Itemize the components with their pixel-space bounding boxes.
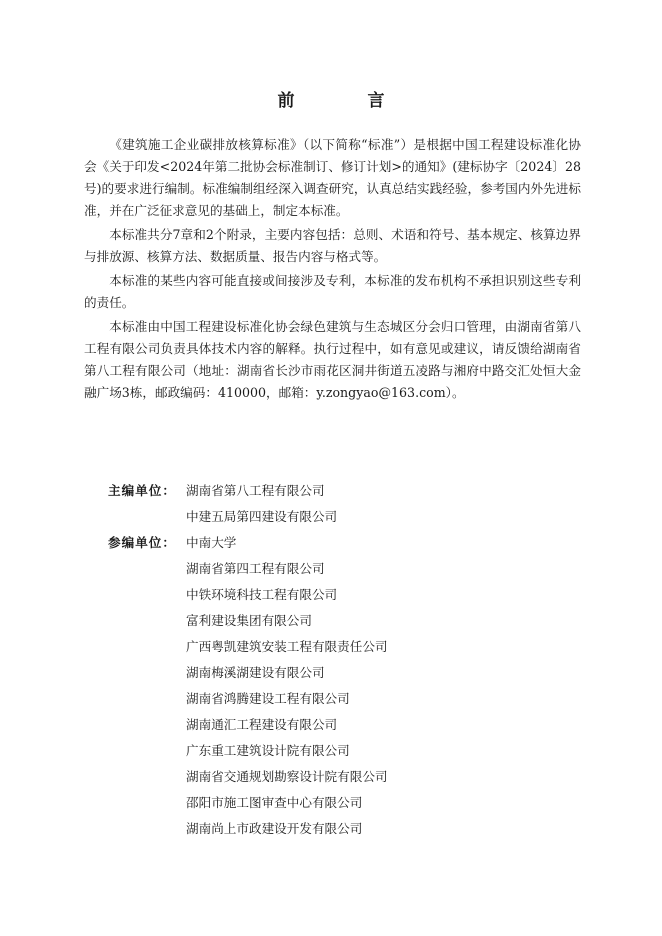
participant-unit: 富利建设集团有限公司 (186, 613, 312, 628)
chief-editor-unit: 中建五局第四建设有限公司 (186, 509, 338, 524)
participant-unit: 湖南省鸿腾建设工程有限公司 (186, 691, 350, 706)
organization-units (108, 478, 588, 836)
preface-body (84, 134, 581, 406)
paragraph: 本标准由中国工程建设标准化协会绿色建筑与生态城区分会归口管理，由湖南省第八工程有限公司负责具体技术内容的解释。执行过程中，如有意见或建议，请反馈给湖南省第八工程有限公司（地址：湖南省长沙市雨花区洞井街道五凌路与湘府中路交汇处恒大金融广场3栋，邮政编码：410000，邮箱：y.zongyao@163.com）。 (84, 319, 581, 400)
participant-unit: 广西粤凯建筑安装工程有限责任公司 (186, 639, 388, 654)
participant-unit: 中铁环境科技工程有限公司 (186, 587, 338, 602)
participant-unit: 湖南梅溪湖建设有限公司 (186, 665, 325, 680)
paragraph: 本标准的某些内容可能直接或间接涉及专利，本标准的发布机构不承担识别这些专利的责任。 (84, 273, 581, 310)
participant-unit: 湖南通汇工程建设有限公司 (186, 717, 338, 732)
participant-unit: 湖南省交通规划勘察设计院有限公司 (186, 769, 388, 784)
participant-unit: 邵阳市施工图审查中心有限公司 (186, 795, 363, 810)
participant-unit: 湖南尚上市政建设开发有限公司 (186, 821, 363, 836)
chief-editors-label: 主编单位： (108, 483, 176, 498)
paragraph: 本标准共分7章和2个附录，主要内容包括：总则、术语和符号、基本规定、核算边界与排放源、核算方法、数据质量、报告内容与格式等。 (84, 227, 581, 264)
paragraph: 《建筑施工企业碳排放核算标准》（以下简称“标准”）是根据中国工程建设标准化协会《关于印发<2024年第二批协会标准制订、修订计划>的通知》(建标协字〔2024〕28号)的要求进行编制。标准编制组经深入调查研究，认真总结实践经验，参考国内外先进标准，并在广泛征求意见的基础上，制定本标准。 (84, 137, 581, 218)
chief-editor-unit: 湖南省第八工程有限公司 (186, 483, 325, 498)
page-title: 前 言 (277, 91, 413, 111)
participant-unit: 广东重工建筑设计院有限公司 (186, 743, 350, 758)
participant-unit: 中南大学 (186, 535, 237, 550)
participants-label: 参编单位： (108, 535, 176, 550)
participants-list (186, 530, 388, 836)
participants-section (108, 530, 588, 836)
chief-editors-section (108, 478, 588, 524)
participant-unit: 湖南省第四工程有限公司 (186, 561, 325, 576)
chief-editors-list (186, 478, 338, 524)
